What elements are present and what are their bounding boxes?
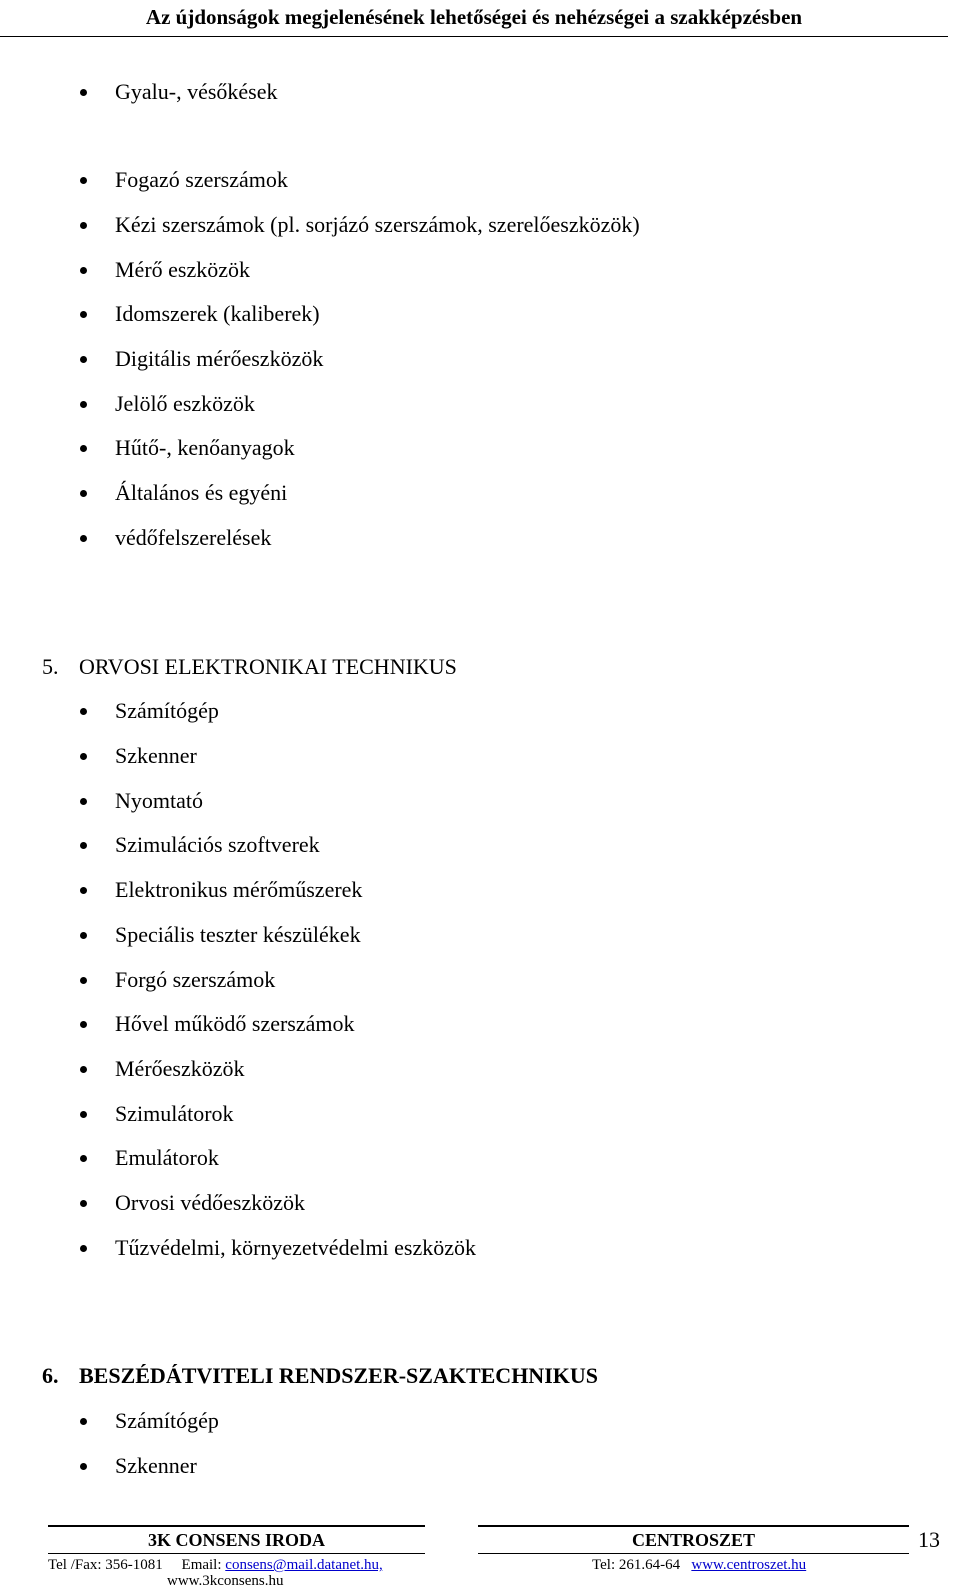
- bullet-icon: [80, 1418, 87, 1425]
- bullet-icon: [80, 708, 87, 715]
- list-item: Szkenner: [115, 1453, 197, 1479]
- list-item: Szkenner: [115, 743, 197, 769]
- page-header-title: Az újdonságok megjelenésének lehetőségei és nehézségei a szakképzésben: [145, 5, 803, 29]
- bullet-icon: [80, 535, 87, 542]
- footer-right-title: CENTROSZET: [478, 1525, 909, 1554]
- bullet-icon: [80, 1463, 87, 1470]
- section-number: 5.: [42, 654, 59, 679]
- bullet-icon: [80, 753, 87, 760]
- list-item: Számítógép: [115, 1408, 219, 1434]
- list-item: védőfelszerelések: [115, 525, 271, 551]
- section-title: BESZÉDÁTVITELI RENDSZER-SZAKTECHNIKUS: [79, 1363, 598, 1388]
- footer-right-web-link[interactable]: www.centroszet.hu: [691, 1557, 807, 1573]
- bullet-icon: [80, 1111, 87, 1118]
- list-item: Szimulátorok: [115, 1101, 234, 1127]
- bullet-icon: [80, 1021, 87, 1028]
- list-item: Hűtő-, kenőanyagok: [115, 435, 295, 461]
- list-item: Nyomtató: [115, 788, 203, 814]
- footer-left-title: 3K CONSENS IRODA: [48, 1525, 425, 1554]
- bullet-icon: [80, 842, 87, 849]
- section-heading: [42, 654, 457, 680]
- bullet-icon: [80, 1066, 87, 1073]
- bullet-icon: [80, 401, 87, 408]
- list-item: Digitális mérőeszközök: [115, 346, 323, 372]
- section-title: ORVOSI ELEKTRONIKAI TECHNIKUS: [79, 654, 457, 679]
- footer-right-phone: Tel: 261.64-64: [592, 1557, 681, 1573]
- list-item: Hővel működő szerszámok: [115, 1011, 355, 1037]
- footer-left-web[interactable]: www.3kconsens.hu: [167, 1573, 284, 1589]
- bullet-icon: [80, 1245, 87, 1252]
- list-item: Mérő eszközök: [115, 257, 250, 283]
- bullet-icon: [80, 356, 87, 363]
- footer-left-email-label: Email:: [181, 1557, 222, 1573]
- section-number: 6.: [42, 1363, 59, 1388]
- list-item: Idomszerek (kaliberek): [115, 301, 320, 327]
- bullet-icon: [80, 798, 87, 805]
- section-heading: [42, 1363, 598, 1389]
- page-number: 13: [918, 1527, 940, 1552]
- list-item: Speciális teszter készülékek: [115, 922, 361, 948]
- bullet-icon: [80, 89, 87, 96]
- bullet-icon: [80, 177, 87, 184]
- list-item: Szimulációs szoftverek: [115, 832, 320, 858]
- list-item: Kézi szerszámok (pl. sorjázó szerszámok, szerelőeszközök): [115, 212, 640, 238]
- bullet-icon: [80, 222, 87, 229]
- list-item: Jelölő eszközök: [115, 391, 255, 417]
- bullet-icon: [80, 445, 87, 452]
- list-item: Emulátorok: [115, 1145, 219, 1171]
- list-item: Elektronikus mérőműszerek: [115, 877, 362, 903]
- bullet-icon: [80, 1200, 87, 1207]
- bullet-icon: [80, 490, 87, 497]
- list-item: Forgó szerszámok: [115, 967, 275, 993]
- bullet-icon: [80, 887, 87, 894]
- list-item: Számítógép: [115, 698, 219, 724]
- bullet-icon: [80, 311, 87, 318]
- bullet-icon: [80, 932, 87, 939]
- footer-left-phone: Tel /Fax: 356-1081: [48, 1557, 163, 1573]
- list-item: Orvosi védőeszközök: [115, 1190, 305, 1216]
- list-item: Fogazó szerszámok: [115, 167, 288, 193]
- bullet-icon: [80, 1155, 87, 1162]
- footer-left-email-link[interactable]: consens@mail.datanet.hu,: [225, 1557, 383, 1573]
- bullet-icon: [80, 267, 87, 274]
- list-item: Tűzvédelmi, környezetvédelmi eszközök: [115, 1235, 476, 1261]
- page-header: [0, 0, 948, 37]
- footer-right-contact: [592, 1556, 806, 1574]
- list-item: Mérőeszközök: [115, 1056, 245, 1082]
- list-item: Gyalu-, vésőkések: [115, 79, 278, 105]
- list-item: Általános és egyéni: [115, 480, 287, 506]
- bullet-icon: [80, 977, 87, 984]
